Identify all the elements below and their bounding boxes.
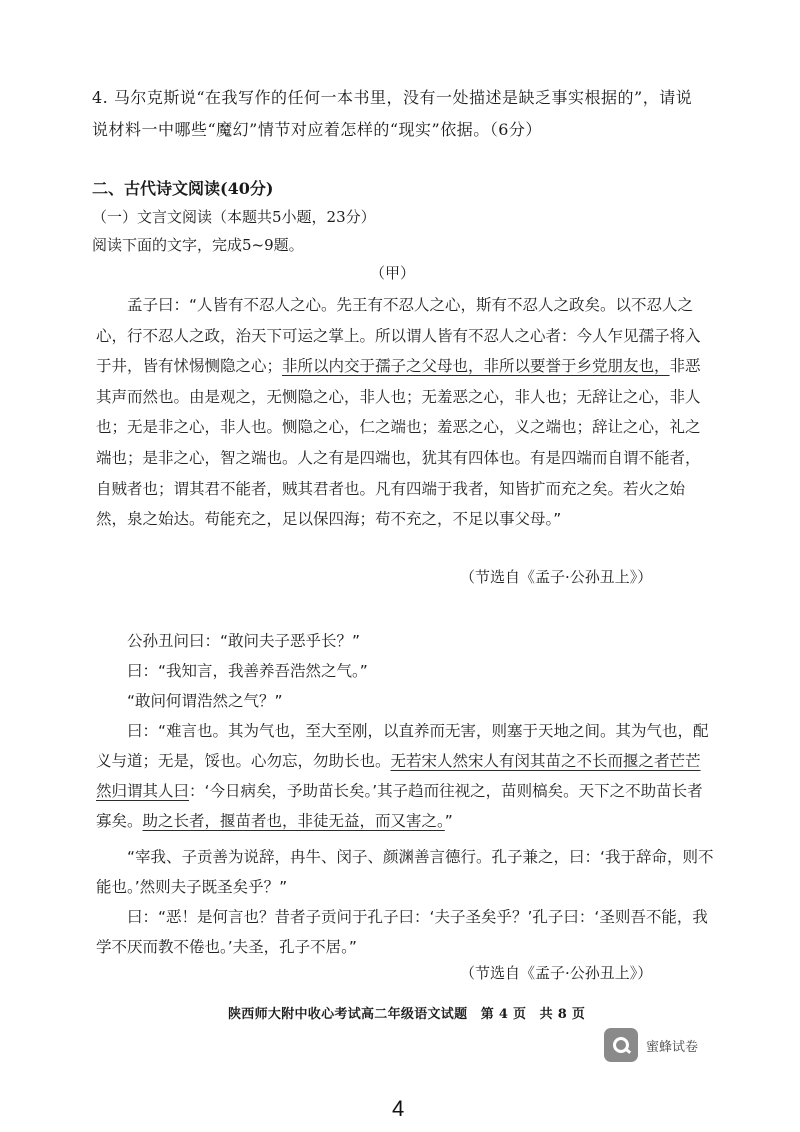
passage-b-line-4-after: ” [444,812,453,830]
bee-logo-icon [604,1028,638,1062]
section-title: 二、古代诗文阅读(40分) [92,179,274,198]
section-instruction: 阅读下面的文字，完成5~9题。 [92,236,304,254]
passage-a-source: （节选自《孟子·公孙丑上》） [460,568,653,586]
passage-b-line-4-middle: ：‘今日病矣，予助苗长矣。’其子趋而往视之，苗则槁矣。天下之不助苗长者寡矣。 [96,782,703,830]
watermark-logo [604,1028,698,1062]
passage-b-line-4-before: 曰：“难言也。其为气也，至大至刚，以直养而无害，则塞于天地之间。其为气也，配义与道；无是，馁也。心勿忘，勿助长也。 [96,722,709,770]
section-subtitle: （一）文言文阅读（本题共5小题，23分） [92,208,376,226]
passage-b-underlined-1: 无若宋人然宋人有闵其苗之不长而揠之者芒芒然归谓其人曰 [96,752,701,800]
page-number: 4 [392,1096,405,1121]
passage-b-line-3: “敢问何谓浩然之气？” [127,692,283,710]
page-footer: 陕西师大附中收心考试高二年级语文试题 第 4 页 共 8 页 [228,1007,586,1022]
passage-a-text-before: 孟子曰：“人皆有不忍人之心。先王有不忍人之心，斯有不忍人之政矣。以不忍人之心，行不忍人之政，治天下可运之掌上。所以谓人皆有不忍人之心者：今人乍见孺子将入于井，皆有怵惕恻隐之心； [96,296,701,376]
passage-b-line-4 [96,716,716,836]
passage-b-line-5: “宰我、子贡善为说辞，冉牛、闵子、颜渊善言德行。孔子兼之，曰：‘我于辞命，则不能也。’然则夫子既圣矣乎？” [96,848,714,896]
question-4 [92,82,692,146]
question-4-line-1: 4. 马尔克斯说“在我写作的任何一本书里，没有一处描述是缺乏事实根据的”，请说 [92,88,693,107]
passage-b-source: （节选自《孟子·公孙丑上》） [460,964,653,982]
passage-a-label: （甲） [370,264,416,282]
passage-b-line-2: 曰：“我知言，我善养吾浩然之气。” [127,662,368,680]
passage-a-text [96,290,712,535]
passage-b-line-6: 曰：“恶！是何言也？昔者子贡问于孔子曰：‘夫子圣矣乎？’孔子曰：‘圣则吾不能，我学不厌而教不倦也。’夫圣，孔子不居。” [96,908,708,956]
logo-text: 蜜蜂试卷 [646,1039,699,1055]
passage-a-underlined: 非所以内交于孺子之父母也，非所以要誉于乡党朋友也， [282,357,670,376]
passage-b-line-1: 公孙丑问曰：“敢问夫子恶乎长？” [127,632,361,650]
passage-a-text-after: 非恶其声而然也。由是观之，无恻隐之心，非人也；无羞恶之心，非人也；无辞让之心，非人也；无是非之心，非人也。恻隐之心，仁之端也；羞恶之心，义之端也；辞让之心，礼之端也；是非之心，智之端也。人之有是四端也，犹其有四体也。有是四端而自谓不能者，自贼者也；谓其君不能者，贼其君者也。凡有四端于我者，知皆扩而充之矣。若火之始然，泉之始达。苟能充之，足以保四海；苟不充之，不足以事父母。” [96,357,701,529]
passage-b-underlined-2: 助之长者，揠苗者也，非徒无益，而又害之。 [142,812,445,830]
question-4-line-2: 说材料一中哪些“魔幻”情节对应着怎样的“现实”依据。（6分） [92,120,542,139]
